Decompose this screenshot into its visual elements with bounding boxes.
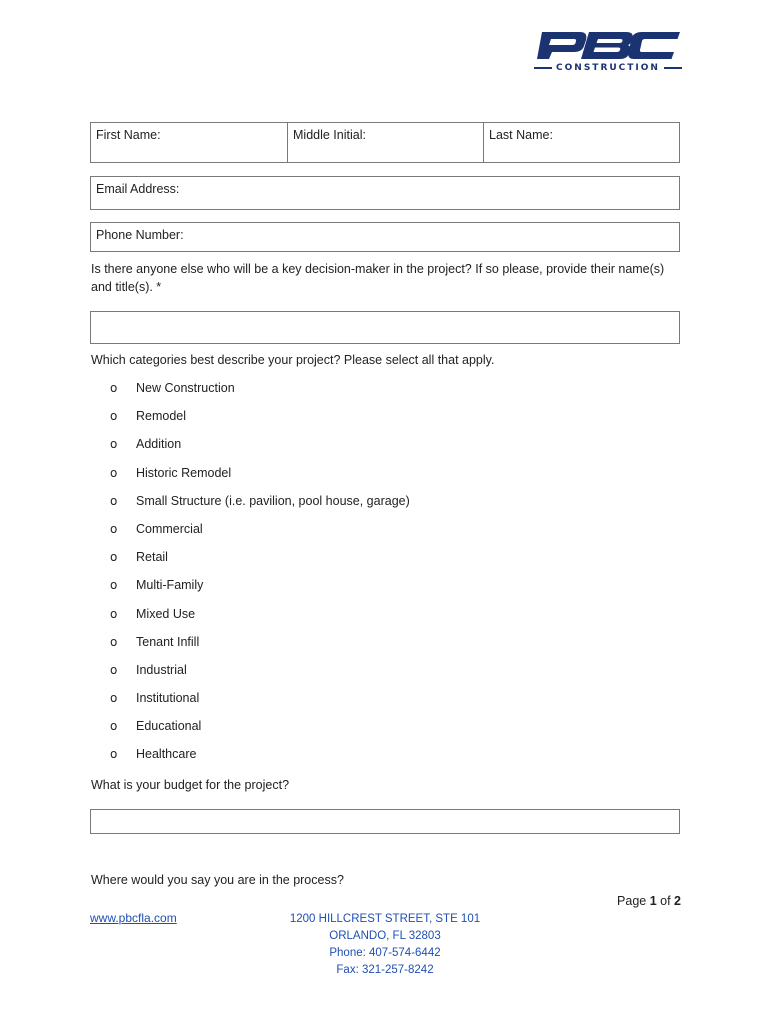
last-name-field[interactable] — [483, 123, 679, 162]
email-label: Email Address: — [96, 182, 180, 196]
category-label: Historic Remodel — [136, 465, 232, 480]
footer-phone: Phone: 407-574-6442 — [329, 947, 441, 959]
category-option-new-construction[interactable] — [110, 379, 410, 407]
category-option-retail[interactable] — [110, 548, 410, 576]
category-label: Mixed Use — [136, 606, 196, 621]
category-label: Multi-Family — [136, 578, 204, 593]
radio-circle-icon[interactable]: o — [110, 719, 118, 734]
category-option-healthcare[interactable] — [110, 745, 410, 773]
website-link[interactable]: www.pbcfla.com — [90, 911, 177, 925]
page-of: of — [656, 894, 675, 908]
footer-fax: Fax: 321-257-8242 — [336, 964, 434, 976]
category-option-mixed-use[interactable] — [110, 605, 410, 633]
category-option-small-structure[interactable] — [110, 492, 410, 520]
category-label: Retail — [136, 550, 168, 565]
decision-maker-question-line2: and title(s). * — [91, 280, 162, 294]
category-label: Institutional — [136, 691, 200, 706]
category-option-educational[interactable] — [110, 717, 410, 745]
last-name-label: Last Name: — [489, 128, 553, 142]
logo-divider-right — [664, 67, 682, 69]
category-option-institutional[interactable] — [110, 689, 410, 717]
logo-subtitle-text: CONSTRUCTION — [556, 63, 660, 73]
category-label: Educational — [136, 719, 202, 734]
radio-circle-icon[interactable]: o — [110, 465, 118, 480]
radio-circle-icon[interactable]: o — [110, 437, 118, 452]
address-line2: ORLANDO, FL 32803 — [329, 930, 441, 942]
radio-circle-icon[interactable]: o — [110, 634, 118, 649]
categories-question: Which categories best describe your project? Please select all that apply. — [91, 353, 495, 367]
decision-maker-input[interactable] — [90, 311, 680, 344]
category-label: Healthcare — [136, 747, 197, 762]
category-option-remodel[interactable] — [110, 407, 410, 435]
page-current: 1 — [649, 894, 657, 908]
category-label: Addition — [136, 437, 182, 452]
radio-circle-icon[interactable]: o — [110, 578, 118, 593]
name-fields-row — [90, 122, 680, 163]
radio-circle-icon[interactable]: o — [110, 493, 118, 508]
category-label: Industrial — [136, 662, 187, 677]
category-label: Small Structure (i.e. pavilion, pool house, garage) — [136, 493, 410, 508]
category-options-list — [110, 379, 410, 774]
first-name-field[interactable] — [91, 123, 287, 162]
radio-circle-icon[interactable]: o — [110, 521, 118, 536]
email-field[interactable] — [90, 176, 680, 210]
logo-divider-left — [534, 67, 552, 69]
decision-maker-question-line1: Is there anyone else who will be a key decision-maker in the project? If so please, provide their name(s) — [91, 262, 665, 276]
radio-circle-icon[interactable]: o — [110, 662, 118, 677]
category-label: Tenant Infill — [136, 634, 200, 649]
company-logo — [534, 30, 684, 76]
budget-input[interactable] — [90, 809, 680, 834]
radio-circle-icon[interactable]: o — [110, 691, 118, 706]
address-line1: 1200 HILLCREST STREET, STE 101 — [289, 913, 481, 925]
radio-circle-icon[interactable]: o — [110, 606, 118, 621]
phone-field[interactable] — [90, 222, 680, 252]
radio-circle-icon[interactable]: o — [110, 550, 118, 565]
category-option-commercial[interactable] — [110, 520, 410, 548]
radio-circle-icon[interactable]: o — [110, 409, 118, 424]
page-number — [617, 894, 681, 908]
middle-initial-label: Middle Initial: — [293, 128, 366, 142]
first-name-label: First Name: — [96, 128, 161, 142]
process-question: Where would you say you are in the process? — [91, 873, 344, 887]
category-option-multi-family[interactable] — [110, 576, 410, 604]
category-option-industrial[interactable] — [110, 661, 410, 689]
radio-circle-icon[interactable]: o — [110, 381, 118, 395]
category-label: Remodel — [136, 409, 187, 424]
phone-label: Phone Number: — [96, 228, 184, 242]
category-option-historic-remodel[interactable] — [110, 464, 410, 492]
page-total: 2 — [674, 894, 681, 908]
logo-subtitle — [534, 61, 682, 75]
category-option-addition[interactable] — [110, 435, 410, 463]
radio-circle-icon[interactable]: o — [110, 747, 118, 762]
footer-address — [285, 911, 485, 979]
category-label: New Construction — [136, 381, 235, 395]
budget-question: What is your budget for the project? — [91, 778, 290, 792]
middle-initial-field[interactable] — [287, 123, 483, 162]
page-prefix: Page — [617, 894, 650, 908]
pbc-logo-mark — [534, 30, 682, 60]
category-label: Commercial — [136, 521, 203, 536]
category-option-tenant-infill[interactable] — [110, 633, 410, 661]
